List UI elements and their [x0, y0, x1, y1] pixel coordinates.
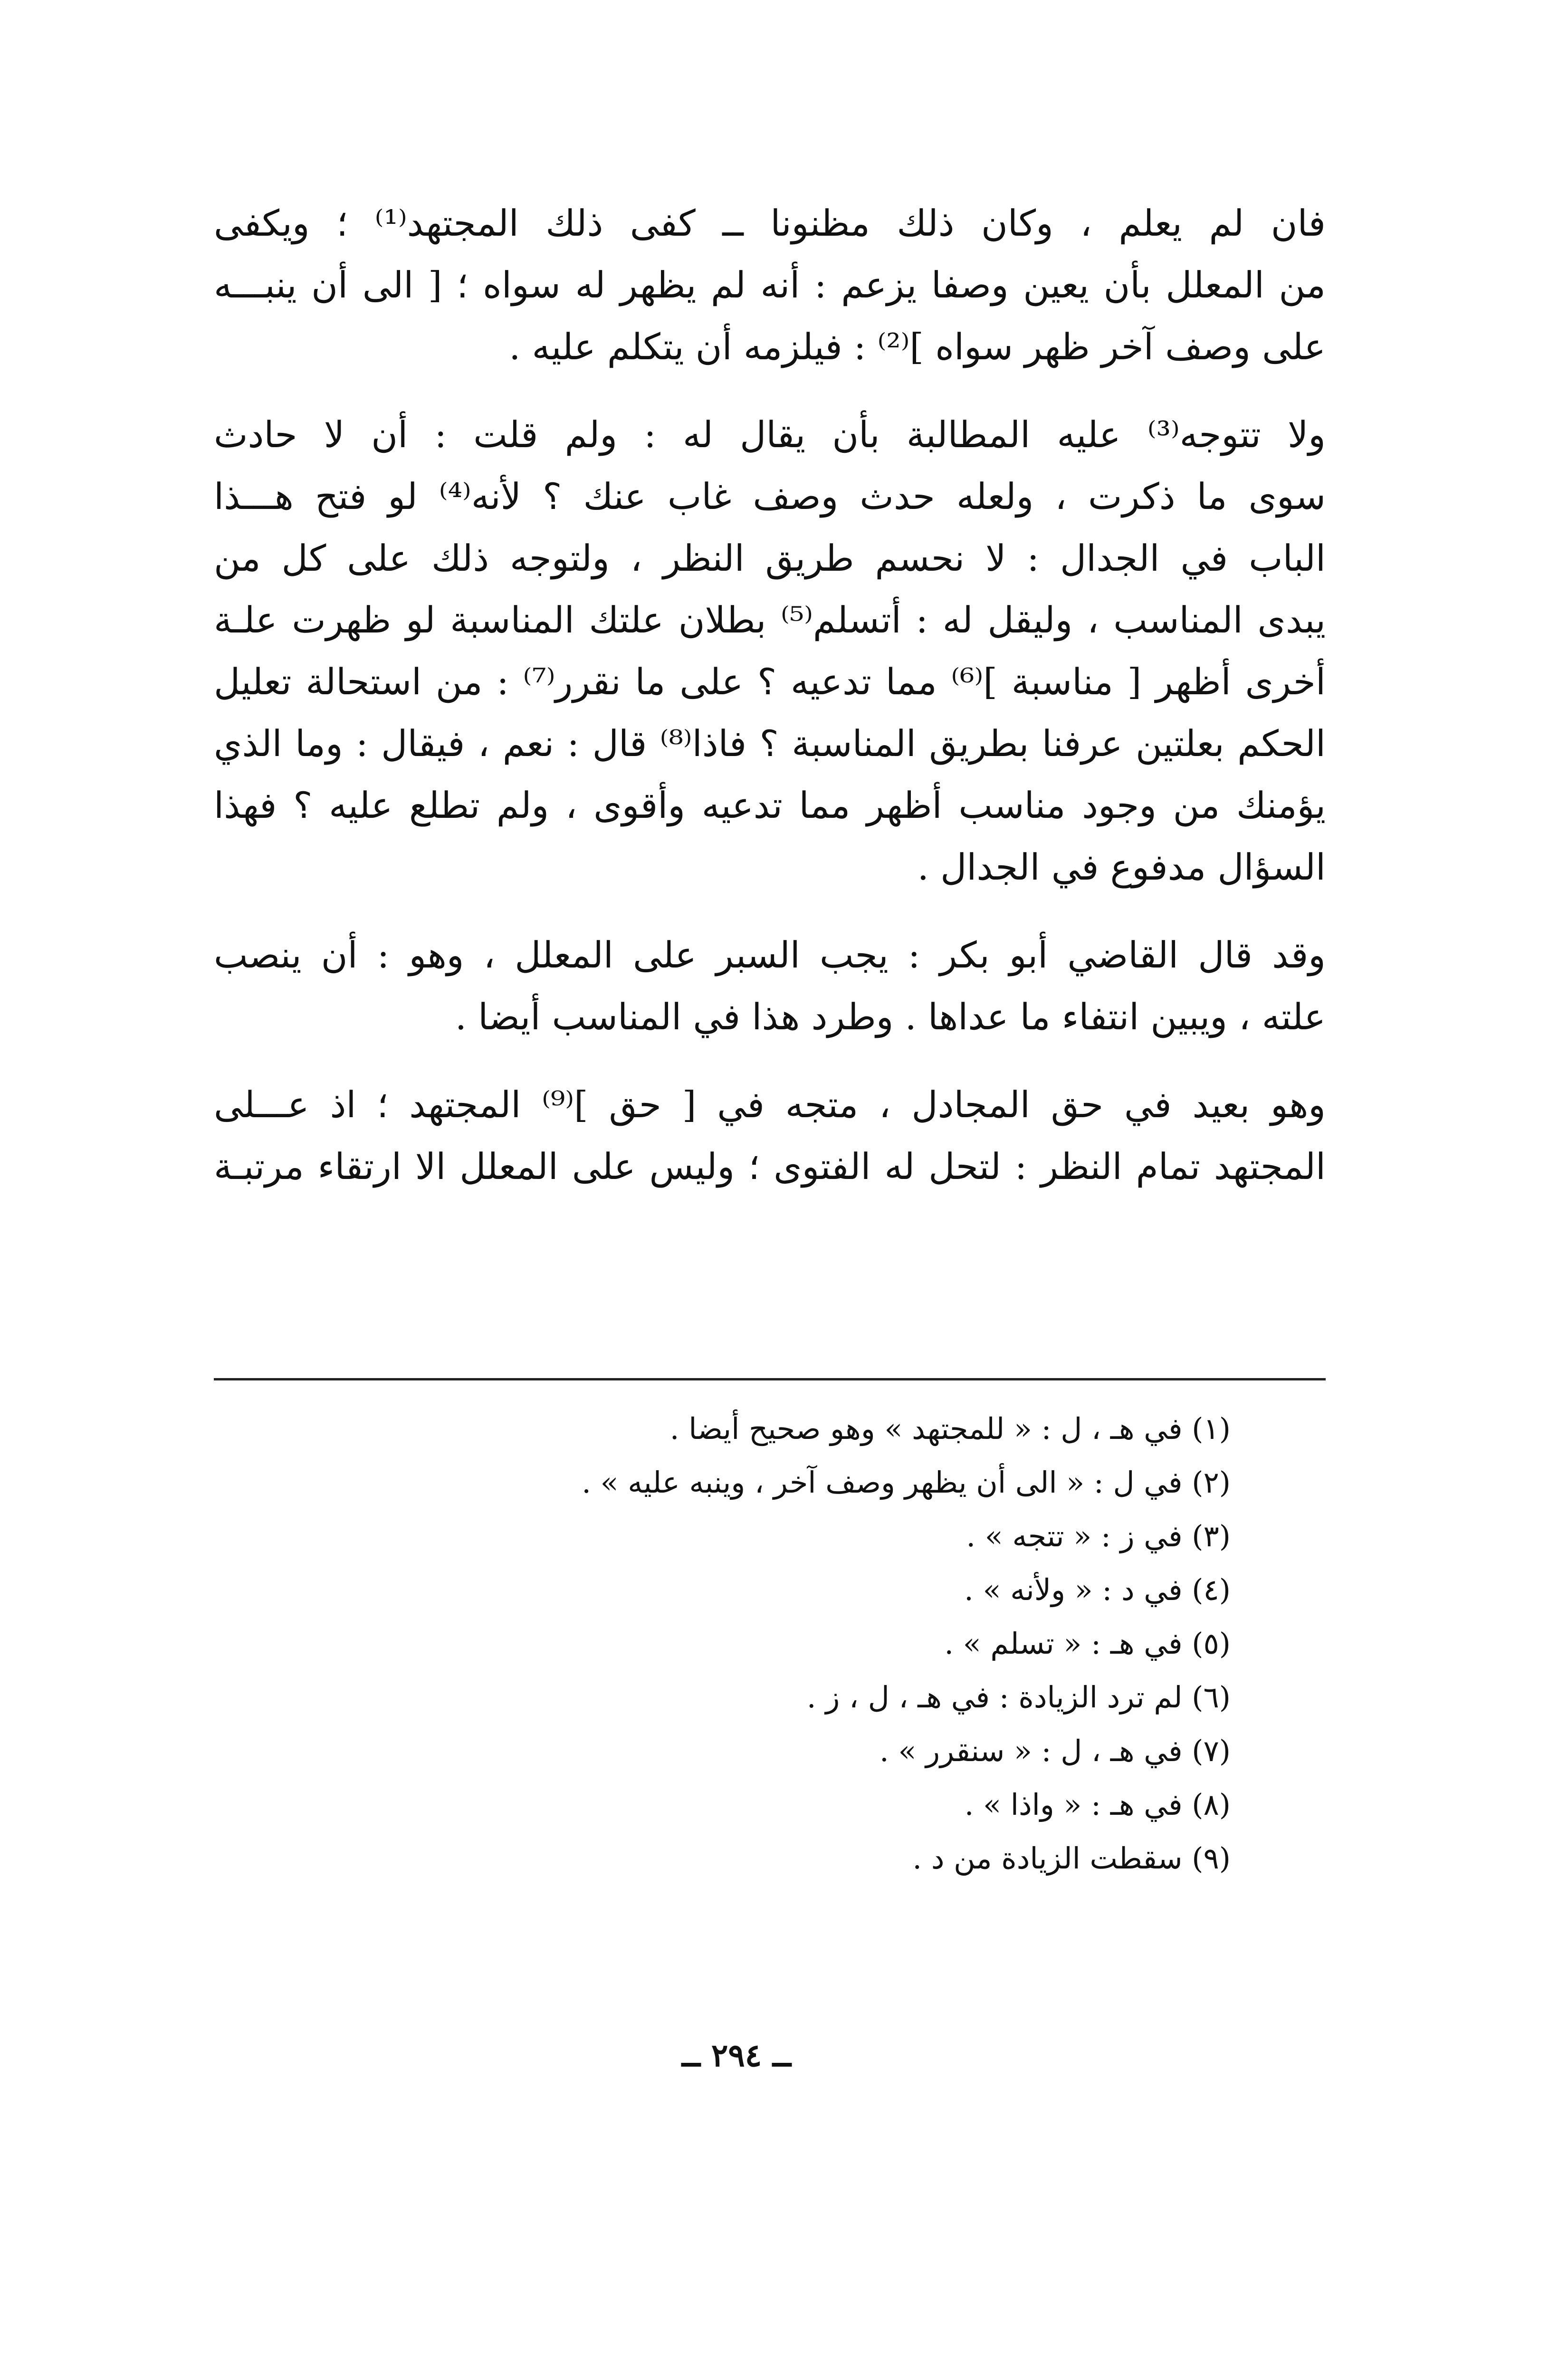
paragraph-4 [214, 1074, 1326, 1198]
text-line: وهو بعيد في حق المجادل ، متجه في [ حق ]⁽⁹⁾ المجتهد ؛ اذ عـــلى [214, 1083, 1326, 1126]
footnotes [214, 1402, 1231, 1885]
footnote-item: (٤) في د : « ولأنه » . [964, 1572, 1231, 1607]
footnote-item: (٥) في هـ : « تسلم » . [944, 1626, 1231, 1661]
page-number: ــ ٢٩٤ ــ [682, 2037, 791, 2074]
footnote-item: (٢) في ل : « الى أن يظهر وصف آخر ، وينبه عليه » . [582, 1465, 1231, 1500]
footnote-item: (٩) سقطت الزيادة من د . [912, 1841, 1231, 1876]
footnote-item: (٦) لم ترد الزيادة : في هـ ، ل ، ز . [806, 1680, 1231, 1715]
text-line: المجتهد تمام النظر : لتحل له الفتوى ؛ وليس على المعلل الا ارتقاء مرتبـة [214, 1145, 1326, 1188]
text-line: فان لم يعلم ، وكان ذلك مظنونا ــ كفى ذلك المجتهد⁽¹⁾ ؛ ويكفى [214, 202, 1326, 244]
text-line: الحكم بعلتين عرفنا بطريق المناسبة ؟ فاذا⁽⁸⁾ قال : نعم ، فيقال : وما الذي [214, 722, 1326, 765]
paragraph-3 [214, 924, 1326, 1048]
text-line: على وصف آخر ظهر سواه ]⁽²⁾ : فيلزمه أن يتكلم عليه . [509, 326, 1326, 368]
text-line: وقد قال القاضي أبو بكر : يجب السبر على المعلل ، وهو : أن ينصب [214, 934, 1326, 976]
text-line: الباب في الجدال : لا نحسم طريق النظر ، ولتوجه ذلك على كل من [214, 537, 1326, 579]
footnote-item: (٣) في ز : « تتجه » . [966, 1519, 1231, 1553]
paragraph-2 [214, 404, 1326, 898]
text-line: يؤمنك من وجود مناسب أظهر مما تدعيه وأقوى ، ولم تطلع عليه ؟ فهذا [214, 784, 1326, 826]
text-line: يبدى المناسب ، وليقل له : أتسلم⁽⁵⁾ بطلان علتك المناسبة لو ظهرت علـة [214, 599, 1326, 641]
text-line: علته ، ويبين انتفاء ما عداها . وطرد هذا في المناسب أيضا . [455, 996, 1326, 1038]
main-text [214, 192, 1326, 1224]
paragraph-1 [214, 192, 1326, 378]
footnote-item: (١) في هـ ، ل : « للمجتهد » وهو صحيح أيضا . [669, 1411, 1231, 1446]
text-line: من المعلل بأن يعين وصفا يزعم : أنه لم يظهر له سواه ؛ [ الى أن ينبـــه [214, 264, 1326, 306]
text-line: أخرى أظهر [ مناسبة ]⁽⁶⁾ مما تدعيه ؟ على ما نقرر⁽⁷⁾ : من استحالة تعليل [214, 661, 1326, 703]
text-line: السؤال مدفوع في الجدال . [917, 846, 1326, 888]
text-line: سوى ما ذكرت ، ولعله حدث وصف غاب عنك ؟ لأنه⁽⁴⁾ لو فتح هـــذا [214, 475, 1326, 517]
footnote-separator [214, 1378, 1326, 1380]
footnote-item: (٨) في هـ : « واذا » . [964, 1787, 1231, 1822]
text-line: ولا تتوجه⁽³⁾ عليه المطالبة بأن يقال له : ولم قلت : أن لا حادث [214, 413, 1326, 456]
footnote-item: (٧) في هـ ، ل : « سنقرر » . [880, 1734, 1231, 1768]
